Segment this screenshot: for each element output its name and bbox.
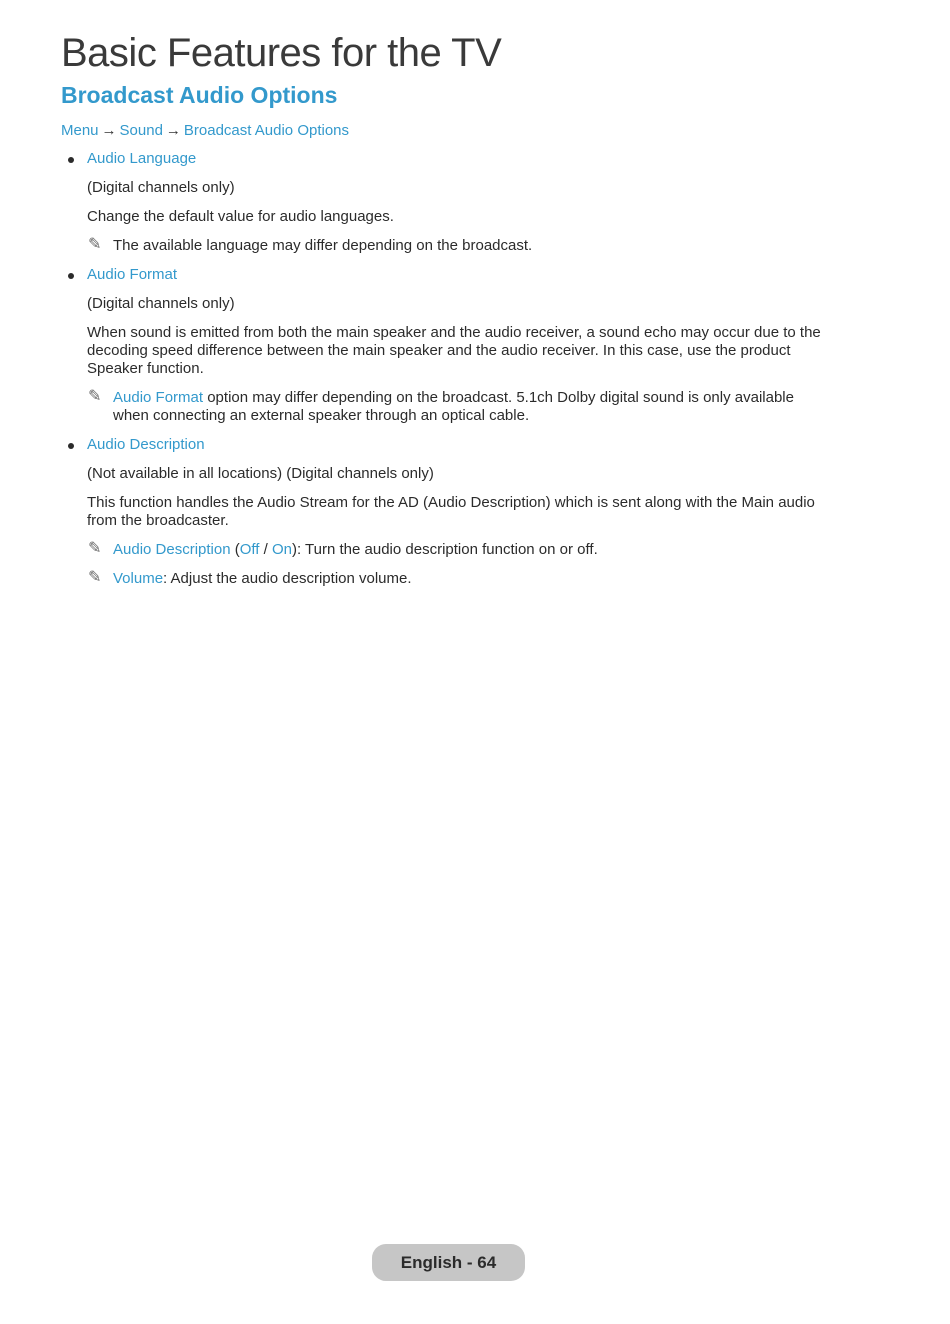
list-item-audio-format [61,266,831,425]
item-paragraph: (Not available in all locations) (Digital channels only) [87,465,434,482]
note-text: The available language may differ depending on the broadcast. [113,237,533,254]
content [61,150,831,599]
note [87,541,831,559]
item-paragraph: (Digital channels only) [87,179,235,196]
note [87,389,831,425]
breadcrumb-separator: → [101,122,117,139]
breadcrumb-menu[interactable]: Menu [61,122,99,139]
note-text: option may differ depending on the broadcast. 5.1ch Dolby digital sound is only available when connecting an external speaker through an optical cable. [113,389,794,424]
item-title[interactable]: Audio Format [87,266,178,283]
section-title: Broadcast Audio Options [61,82,338,108]
note-link[interactable]: Audio Description [113,541,231,558]
breadcrumb-broadcast-audio-options[interactable]: Broadcast Audio Options [183,122,350,139]
note-link[interactable]: Audio Format [113,389,204,406]
note-text: ): Turn the audio description function on or off. [292,541,598,558]
note-text: : Adjust the audio description volume. [163,570,412,587]
page-number-badge: English - 64 [372,1244,525,1281]
option-off[interactable]: Off [239,541,260,558]
note-link[interactable]: Volume [113,570,164,587]
option-on[interactable]: On [271,541,292,558]
item-title[interactable]: Audio Language [87,150,197,167]
note [87,570,831,588]
note-text: / [259,541,272,558]
breadcrumb-sound[interactable]: Sound [119,122,163,139]
chapter-title: Basic Features for the TV [61,31,502,75]
pencil-icon: ✎ [88,569,102,586]
bullet-icon [68,157,74,163]
pencil-icon: ✎ [88,540,102,557]
list-item-audio-language [61,150,831,255]
breadcrumb-separator: → [165,122,181,139]
pencil-icon: ✎ [88,388,102,405]
pencil-icon: ✎ [88,236,102,253]
bullet-icon [68,273,74,279]
bullet-icon [68,443,74,449]
note-text: ( [230,541,240,558]
item-paragraph: This function handles the Audio Stream for the AD (Audio Description) which is sent along with the Main audio from the broadcaster. [87,494,815,529]
breadcrumb [61,122,349,140]
item-paragraph: Change the default value for audio languages. [87,208,394,225]
list-item-audio-description [61,436,831,588]
item-paragraph: (Digital channels only) [87,295,235,312]
note [87,237,831,255]
item-paragraph: When sound is emitted from both the main speaker and the audio receiver, a sound echo may occur due to the decoding speed difference between the main speaker and the audio receiver. In this case, use the product Speaker function. [87,324,821,377]
item-title[interactable]: Audio Description [87,436,205,453]
